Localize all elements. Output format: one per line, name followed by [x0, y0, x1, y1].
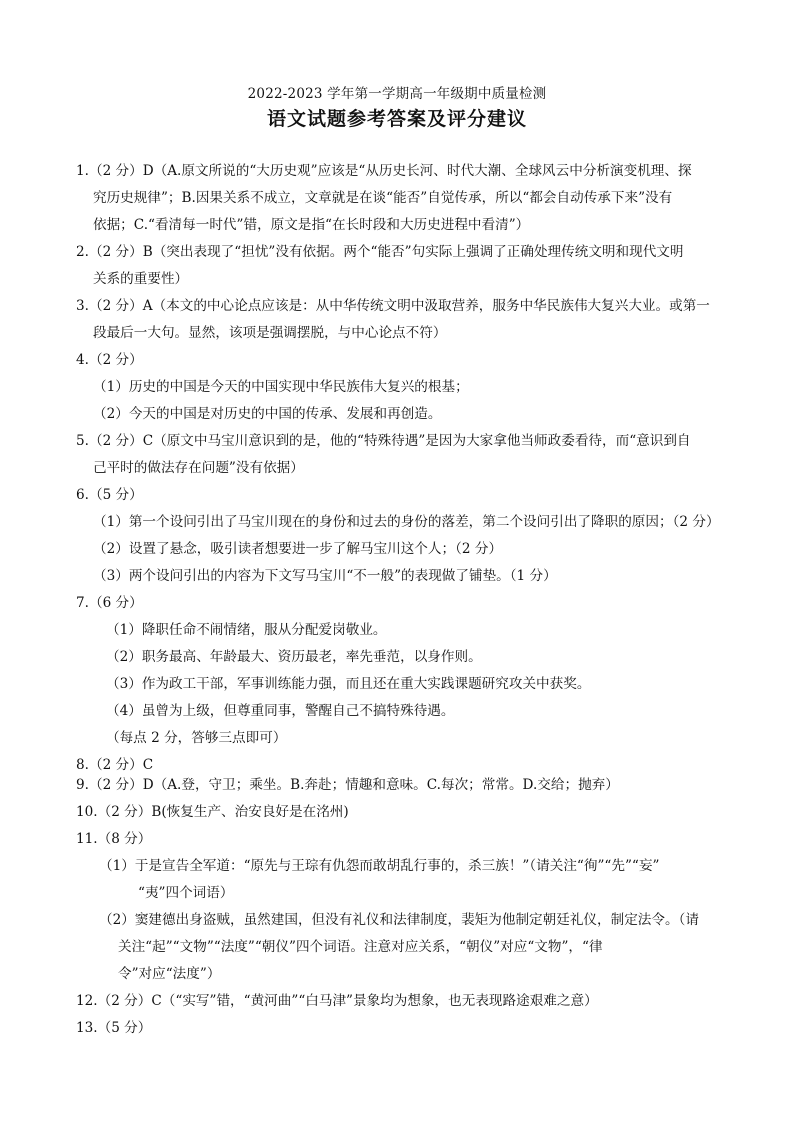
q4-point-2: （2）今天的中国是对历史的中国的传承、发展和再创造。 [93, 406, 442, 422]
q10-answer: 10.（2 分）B(恢复生产、治安良好是在洺州) [76, 804, 349, 820]
q13-heading: 13.（5 分） [76, 1020, 152, 1036]
q7-point-2: （2）职务最高、年龄最大、资历最老，率先垂范，以身作则。 [106, 649, 482, 665]
q8-answer: 8.（2 分）C [76, 757, 154, 773]
q4-heading: 4.（2 分） [76, 352, 143, 368]
q6-heading: 6.（5 分） [76, 487, 143, 503]
q1-line-3: 依据；C.“看清每一时代”错，原文是指“在长时段和大历史进程中看清”） [93, 217, 530, 233]
q7-point-4: （4）虽曾为上级，但尊重同事，警醒自己不搞特殊待遇。 [106, 703, 455, 719]
q11-point-2-line-1: （2）窦建德出身盗贼，虽然建国，但没有礼仪和法律制度，裴矩为他制定朝廷礼仪，制定法令。（请 [99, 912, 699, 928]
q1-line-1: 1.（2 分）D（A.原文所说的“大历史观”应该是“从历史长河、时代大潮、全球风云中分析演变机理、探 [76, 163, 692, 179]
exam-subtitle: 2022-2023 学年第一学期高一年级期中质量检测 [247, 86, 547, 102]
q7-point-1: （1）降职任命不闹情绪，服从分配爱岗敬业。 [106, 622, 387, 638]
q6-point-3: （3）两个设问引出的内容为下文写马宝川“不一般”的表现做了铺垫。（1 分） [93, 568, 557, 584]
q5-line-1: 5.（2 分）C（原文中马宝川意识到的是，他的“特殊待遇”是因为大家拿他当师政委看待，而“意识到自 [76, 433, 691, 449]
q1-line-2: 究历史规律”；B.因果关系不成立，文章就是在谈“能否”自觉传承，所以“都会自动传承下来”没有 [93, 190, 673, 206]
q12-answer: 12.（2 分）C（“实写”错，“黄河曲”“白马津”景象均为想象，也无表现路途艰难之意） [76, 993, 598, 1009]
q9-answer: 9.（2 分）D（A.登，守卫；乘坐。B.奔赴；情趣和意味。C.每次；常常。D.交给；抛弃） [76, 777, 619, 793]
q7-scoring-note: （每点 2 分，答够三点即可） [106, 730, 287, 746]
q5-line-2: 己平时的做法存在问题”没有依据） [93, 460, 304, 476]
q6-point-2: （2）设置了悬念，吸引读者想要进一步了解马宝川这个人；（2 分） [93, 541, 503, 557]
q4-point-1: （1）历史的中国是今天的中国实现中华民族伟大复兴的根基； [93, 379, 469, 395]
q11-heading: 11.（8 分） [76, 831, 152, 847]
q3-line-1: 3.（2 分）A（本文的中心论点应该是：从中华传统文明中汲取营养，服务中华民族伟大复兴大业。或第一 [76, 298, 710, 314]
q6-point-1: （1）第一个设问引出了马宝川现在的身份和过去的身份的落差，第二个设问引出了降职的原因；（2 分） [93, 514, 720, 530]
q11-point-1-line-2: “夷”四个词语） [138, 885, 234, 901]
q3-line-2: 段最后一大句。显然，该项是强调摆脱，与中心论点不符） [93, 325, 447, 341]
page-title: 语文试题参考答案及评分建议 [266, 108, 527, 130]
q11-point-1-line-1: （1）于是宣告全军道：“原先与王琮有仇怨而敢胡乱行事的，杀三族！”（请关注“徇”“先”“妄” [99, 858, 660, 874]
q2-line-2: 关系的重要性） [93, 271, 189, 287]
q11-point-2-line-3: 令”对应“法度”） [118, 966, 221, 982]
q11-point-2-line-2: 关注“起”“文物”“法度”“朝仪”四个词语。注意对应关系，“朝仪”对应“文物”，“律 [118, 939, 603, 955]
q2-line-1: 2.（2 分）B（突出表现了“担忧”没有依据。两个“能否”句实际上强调了正确处理传统文明和现代文明 [76, 244, 684, 260]
q7-heading: 7.（6 分） [76, 595, 143, 611]
q7-point-3: （3）作为政工干部，军事训练能力强，而且还在重大实践课题研究攻关中获奖。 [106, 676, 591, 692]
